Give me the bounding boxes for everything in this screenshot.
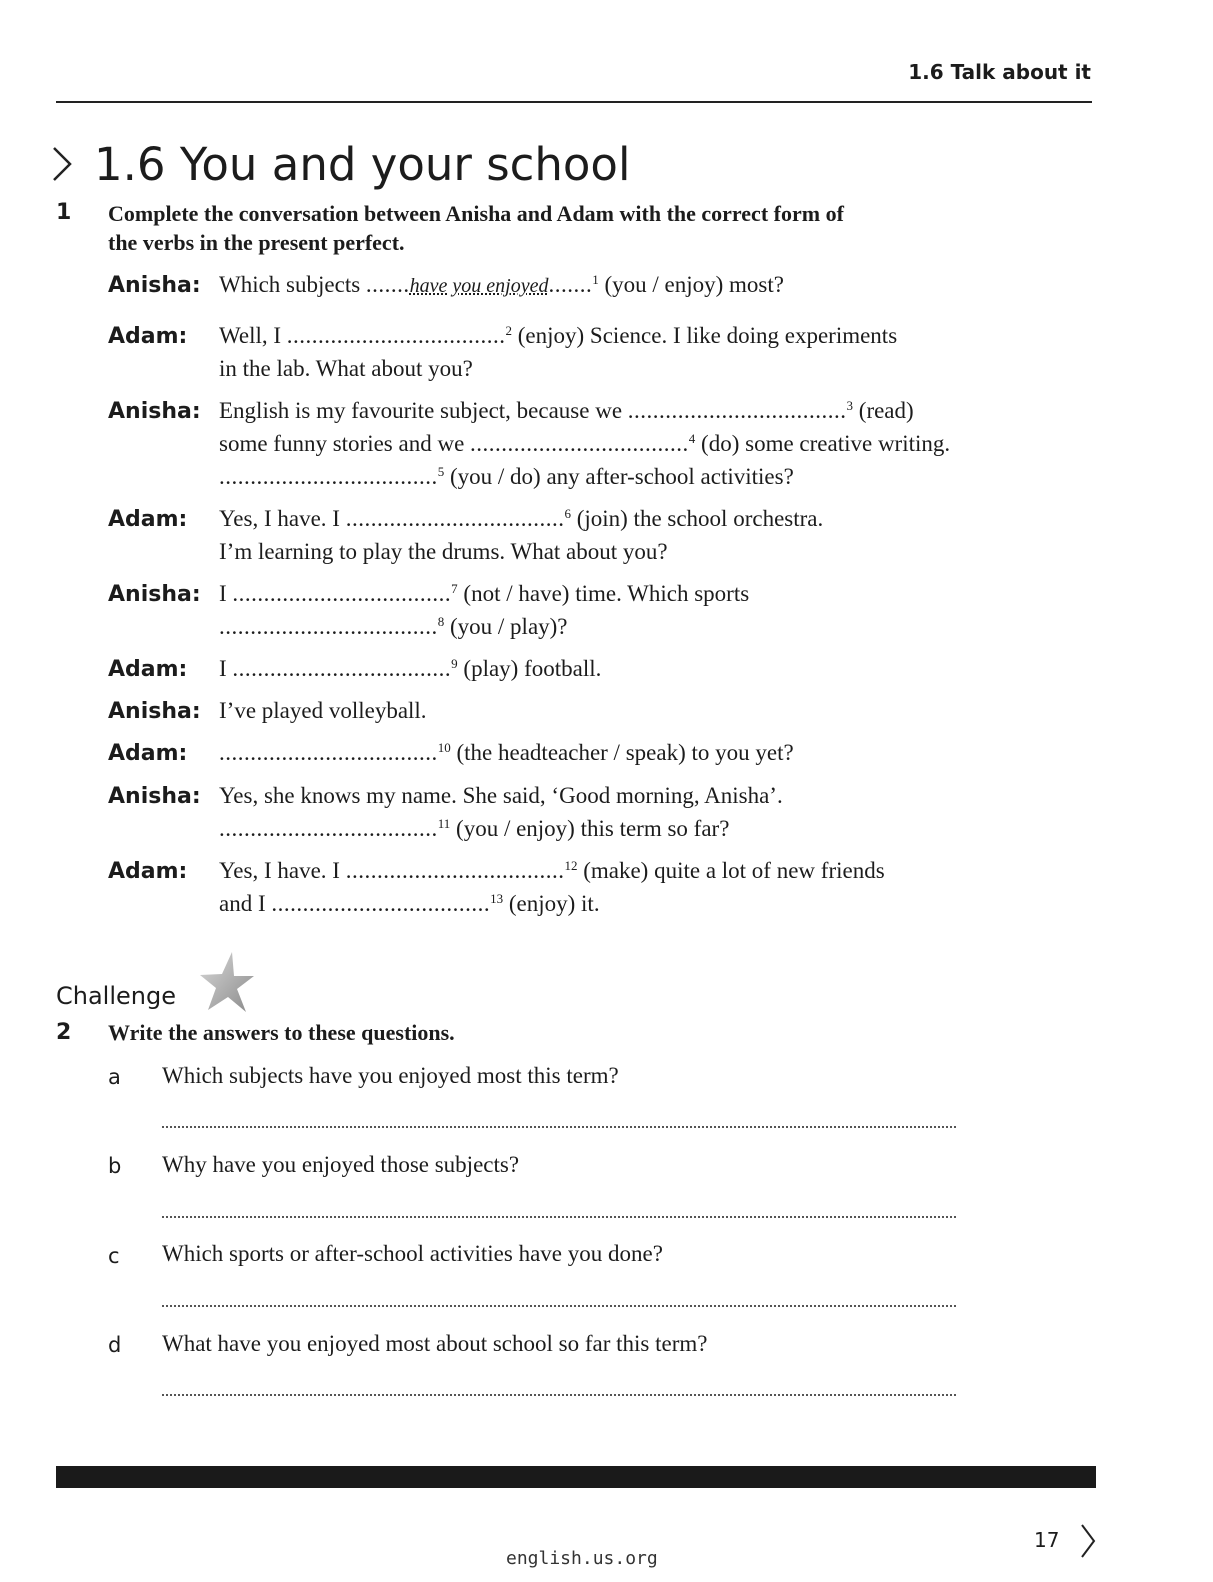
verb-prompt: (the headteacher / speak) to you yet? (450, 740, 794, 765)
dialogue-text: I’ve played volleyball. (219, 698, 427, 723)
dialogue-text: Yes, she knows my name. She said, ‘Good morning, Anisha’. (219, 783, 783, 808)
gap-number: 7 (451, 581, 458, 596)
speaker-label: Adam: (108, 741, 188, 766)
dialogue-text: Yes, I have. I (219, 506, 346, 531)
gap-blank[interactable]: ................................... (345, 506, 565, 531)
dialogue-line (219, 816, 729, 842)
gap-blank[interactable]: ................................... (219, 614, 438, 639)
chevron-right-icon (50, 142, 74, 186)
speaker-label: Adam: (108, 324, 188, 349)
question-text: Why have you enjoyed those subjects? (162, 1152, 520, 1177)
running-head: 1.6 Talk about it (908, 60, 1091, 84)
speaker-label: Anisha: (108, 784, 201, 809)
gap-number: 13 (490, 891, 504, 906)
dialogue-line (219, 272, 784, 298)
gap-dots: ....... (365, 272, 410, 297)
answer-line[interactable] (162, 1394, 956, 1396)
speaker-label: Adam: (108, 507, 188, 532)
verb-prompt: (make) quite a lot of new friends (577, 858, 885, 883)
gap-blank[interactable]: ................................... (219, 816, 438, 841)
dialogue-text: some funny stories and we (219, 431, 471, 456)
dialogue-line (219, 539, 668, 565)
dialogue-line (219, 356, 473, 382)
gap-blank[interactable]: ................................... (219, 740, 438, 765)
dialogue-line (219, 891, 600, 917)
speaker-label: Anisha: (108, 399, 201, 424)
verb-prompt: (you / do) any after-school activities? (444, 464, 794, 489)
star-icon (192, 950, 256, 1019)
gap-blank[interactable]: ................................... (345, 858, 565, 883)
speaker-label: Adam: (108, 859, 188, 884)
dialogue-line (219, 464, 794, 490)
dialogue-text: I (219, 656, 233, 681)
verb-prompt: (play) football. (457, 656, 602, 681)
verb-prompt: (you / enjoy) this term so far? (450, 816, 730, 841)
dialogue-line (219, 323, 897, 349)
dialogue-line (219, 506, 823, 532)
gap-number: 3 (846, 398, 854, 413)
gap-number: 9 (451, 656, 458, 671)
question-text: Which sports or after-school activities have you done? (162, 1241, 663, 1266)
question-letter: a (108, 1065, 121, 1089)
dialogue-text: I (219, 581, 233, 606)
gap-number: 12 (564, 858, 578, 873)
answer-line[interactable] (162, 1126, 956, 1128)
dialogue-text: and I (219, 891, 272, 916)
verb-prompt: (enjoy) Science. I like doing experiments (512, 323, 898, 348)
verb-prompt: (enjoy) it. (503, 891, 600, 916)
dialogue-text: I’m learning to play the drums. What about you? (219, 539, 668, 564)
question-letter: c (108, 1244, 120, 1268)
dialogue-line (219, 581, 749, 607)
verb-prompt: (not / have) time. Which sports (457, 581, 750, 606)
dialogue-text: Well, I (219, 323, 287, 348)
gap-blank[interactable]: ................................... (232, 581, 452, 606)
verb-prompt: (read) (853, 398, 914, 423)
gap-number: 11 (437, 816, 451, 831)
watermark: english.us.org (506, 1548, 658, 1569)
verb-prompt: (join) the school orchestra. (570, 506, 824, 531)
dialogue-text: English is my favourite subject, because we (219, 398, 628, 423)
gap-number: 5 (437, 464, 445, 479)
instruction-line: Complete the conversation between Anisha and Adam with the correct form of (108, 201, 844, 226)
answer-line[interactable] (162, 1216, 956, 1218)
dialogue-text: in the lab. What about you? (219, 356, 473, 381)
dialogue-text: Which subjects (219, 272, 366, 297)
footer-bar (56, 1466, 1096, 1488)
gap-number: 1 (592, 272, 599, 287)
speaker-label: Anisha: (108, 273, 201, 298)
chevron-right-icon[interactable] (1078, 1521, 1098, 1566)
instruction-line: the verbs in the present perfect. (108, 230, 405, 255)
gap-blank[interactable]: ................................... (232, 656, 452, 681)
question-text: What have you enjoyed most about school so far this term? (162, 1331, 708, 1356)
gap-number: 6 (564, 506, 571, 521)
gap-number: 4 (688, 431, 696, 446)
question-letter: d (108, 1333, 122, 1357)
gap-dots: ....... (548, 272, 593, 297)
exercise-instruction (108, 199, 844, 257)
header-rule (56, 101, 1092, 103)
speaker-label: Adam: (108, 657, 188, 682)
gap-blank[interactable]: ................................... (627, 398, 847, 423)
dialogue-line (219, 398, 914, 424)
speaker-label: Anisha: (108, 699, 201, 724)
page-number: 17 (1034, 1528, 1060, 1552)
answer-line[interactable] (162, 1305, 956, 1307)
gap-number: 8 (437, 614, 445, 629)
dialogue-line (219, 431, 950, 457)
question-letter: b (108, 1154, 122, 1178)
example-answer: have you enjoyed (409, 275, 549, 297)
question-text: Which subjects have you enjoyed most this term? (162, 1063, 619, 1088)
speaker-label: Anisha: (108, 582, 201, 607)
challenge-label: Challenge (56, 982, 176, 1010)
dialogue-text: Yes, I have. I (219, 858, 346, 883)
dialogue-line (219, 698, 427, 724)
exercise-instruction: Write the answers to these questions. (108, 1020, 455, 1045)
gap-blank[interactable]: ................................... (470, 431, 689, 456)
gap-blank[interactable]: ................................... (219, 464, 438, 489)
exercise-number: 2 (56, 1020, 72, 1045)
gap-blank[interactable]: ................................... (286, 323, 506, 348)
exercise-number: 1 (56, 200, 72, 225)
gap-blank[interactable]: ................................... (271, 891, 491, 916)
verb-prompt: (do) some creative writing. (695, 431, 951, 456)
dialogue-line (219, 656, 601, 682)
section-title: 1.6 You and your school (94, 138, 631, 191)
dialogue-line (219, 614, 568, 640)
gap-number: 10 (437, 740, 451, 755)
dialogue-line (219, 858, 885, 884)
verb-prompt: (you / enjoy) most? (598, 272, 784, 297)
dialogue-line (219, 740, 794, 766)
verb-prompt: (you / play)? (444, 614, 568, 639)
dialogue-line (219, 783, 783, 809)
gap-number: 2 (505, 323, 513, 338)
